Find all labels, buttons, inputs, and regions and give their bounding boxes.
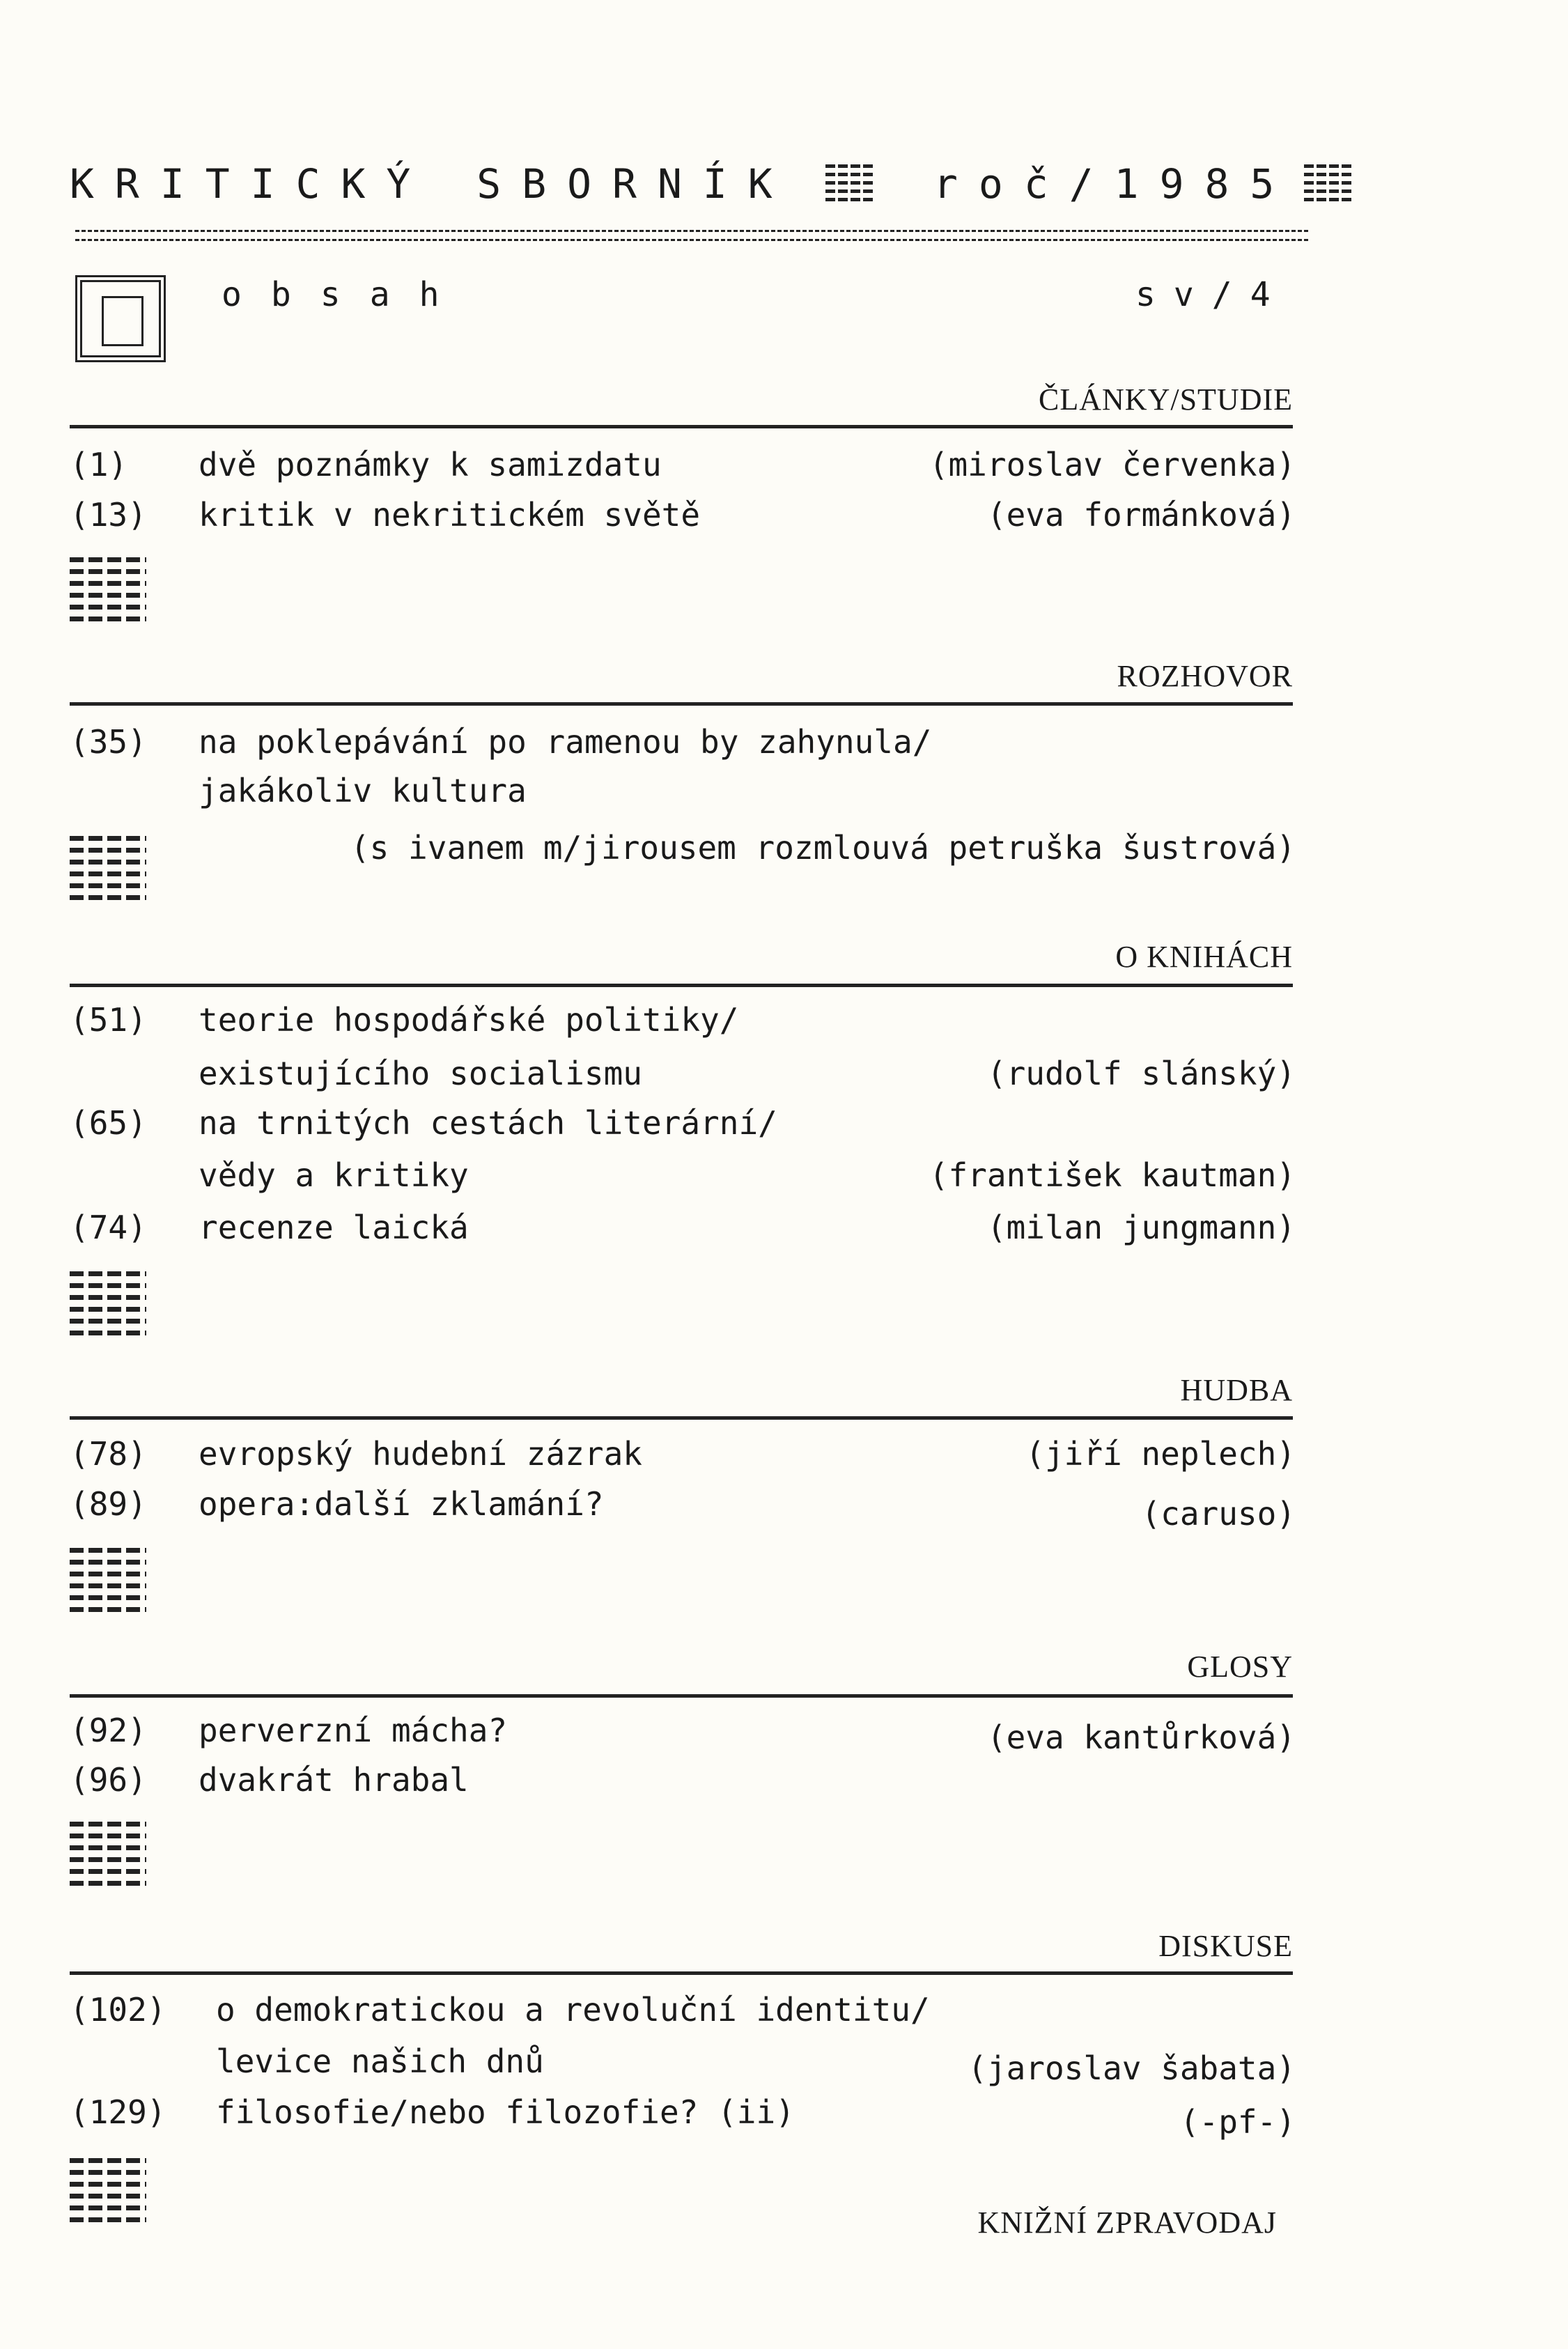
footer-title: KNIŽNÍ ZPRAVODAJ [977, 2205, 1277, 2240]
contents-row [70, 2093, 1296, 2142]
page-number: (92) [70, 1712, 147, 1749]
contents-row [70, 1761, 1296, 1810]
decorative-block-icon [70, 1548, 146, 1618]
contents-row [70, 1435, 1296, 1484]
entry-title: filosofie/nebo filozofie? (ii) [216, 2093, 795, 2131]
entry-title: vědy a kritiky [199, 1156, 469, 1194]
section-rule [70, 702, 1293, 706]
entry-author: (-pf-) [1179, 2103, 1296, 2141]
page-number: (96) [70, 1761, 147, 1799]
entry-title: opera:další zklamání? [199, 1485, 604, 1523]
entry-title: kritik v nekritickém světě [199, 496, 701, 534]
contents-label: obsah [222, 275, 469, 314]
volume-label: sv/4 [1135, 275, 1289, 314]
section-rule [70, 425, 1293, 428]
entry-title: jakákoliv kultura [199, 772, 527, 809]
contents-row [70, 1156, 1296, 1205]
entry-title: recenze laická [199, 1209, 469, 1246]
page-number: (35) [70, 723, 147, 761]
contents-row [70, 1712, 1296, 1760]
contents-row [70, 829, 1296, 878]
contents-box-icon [75, 275, 166, 362]
section-title: HUDBA [1180, 1373, 1293, 1407]
contents-row [70, 1001, 1296, 1050]
section-title: ROZHOVOR [1117, 659, 1293, 693]
page-number: (78) [70, 1435, 147, 1473]
section-title: GLOSY [1187, 1650, 1293, 1684]
entry-author: (rudolf slánský) [986, 1055, 1296, 1092]
journal-header [70, 160, 1296, 223]
decorative-block-icon [70, 2158, 146, 2228]
section-rule [70, 1416, 1293, 1420]
entry-title: dvě poznámky k samizdatu [199, 446, 662, 483]
decorative-block-icon [70, 836, 146, 906]
entry-title: perverzní mácha? [199, 1712, 508, 1749]
header-divider [75, 230, 1308, 241]
entry-author: (s ivanem m/jirousem rozmlouvá petruška šustrová) [350, 829, 1296, 867]
entry-title: evropský hudební zázrak [199, 1435, 642, 1473]
contents-row [70, 723, 1296, 772]
entry-author: (jiří neplech) [1025, 1435, 1296, 1473]
page-number: (102) [70, 1991, 166, 2029]
section-title: DISKUSE [1158, 1929, 1293, 1963]
page-number: (65) [70, 1104, 147, 1142]
page-number: (51) [70, 1001, 147, 1039]
section-title: O KNIHÁCH [1115, 940, 1293, 974]
contents-row [70, 1485, 1296, 1534]
section-rule [70, 1971, 1293, 1975]
entry-title: levice našich dnů [216, 2042, 544, 2080]
section-rule [70, 1694, 1293, 1698]
journal-title: KRITICKÝ SBORNÍK [70, 160, 793, 208]
entry-title: o demokratickou a revoluční identitu/ [216, 1991, 930, 2029]
entry-title: na poklepávání po ramenou by zahynula/ [199, 723, 932, 761]
decorative-block-icon [70, 1271, 146, 1341]
entry-author: (františek kautman) [929, 1156, 1296, 1194]
entry-author: (eva kantůrková) [986, 1719, 1296, 1756]
entry-title: existujícího socialismu [199, 1055, 642, 1092]
section-title: ČLÁNKY/STUDIE [1039, 382, 1293, 417]
page-number: (129) [70, 2093, 166, 2131]
contents-row [70, 1055, 1296, 1103]
contents-row [70, 2042, 1296, 2091]
entry-author: (caruso) [1141, 1495, 1296, 1533]
contents-row [70, 772, 1296, 821]
contents-row [70, 1104, 1296, 1153]
entry-author: (jaroslav šabata) [968, 2049, 1296, 2087]
decorative-glyph-icon [1304, 164, 1353, 203]
contents-row [70, 1991, 1296, 2040]
entry-title: dvakrát hrabal [199, 1761, 469, 1799]
contents-row [70, 1209, 1296, 1257]
page-number: (74) [70, 1209, 147, 1246]
contents-row [70, 446, 1296, 495]
entry-author: (miroslav červenka) [929, 446, 1296, 483]
page-number: (13) [70, 496, 147, 534]
decorative-glyph-icon [825, 164, 874, 203]
entry-title: na trnitých cestách literární/ [199, 1104, 777, 1142]
entry-title: teorie hospodářské politiky/ [199, 1001, 739, 1039]
decorative-block-icon [70, 1822, 146, 1891]
page-number: (89) [70, 1485, 147, 1523]
contents-row [70, 496, 1296, 545]
page-number: (1) [70, 446, 128, 483]
journal-year: roč/1985 [933, 160, 1296, 208]
entry-author: (milan jungmann) [986, 1209, 1296, 1246]
decorative-block-icon [70, 557, 146, 627]
section-rule [70, 984, 1293, 987]
entry-author: (eva formánková) [986, 496, 1296, 534]
